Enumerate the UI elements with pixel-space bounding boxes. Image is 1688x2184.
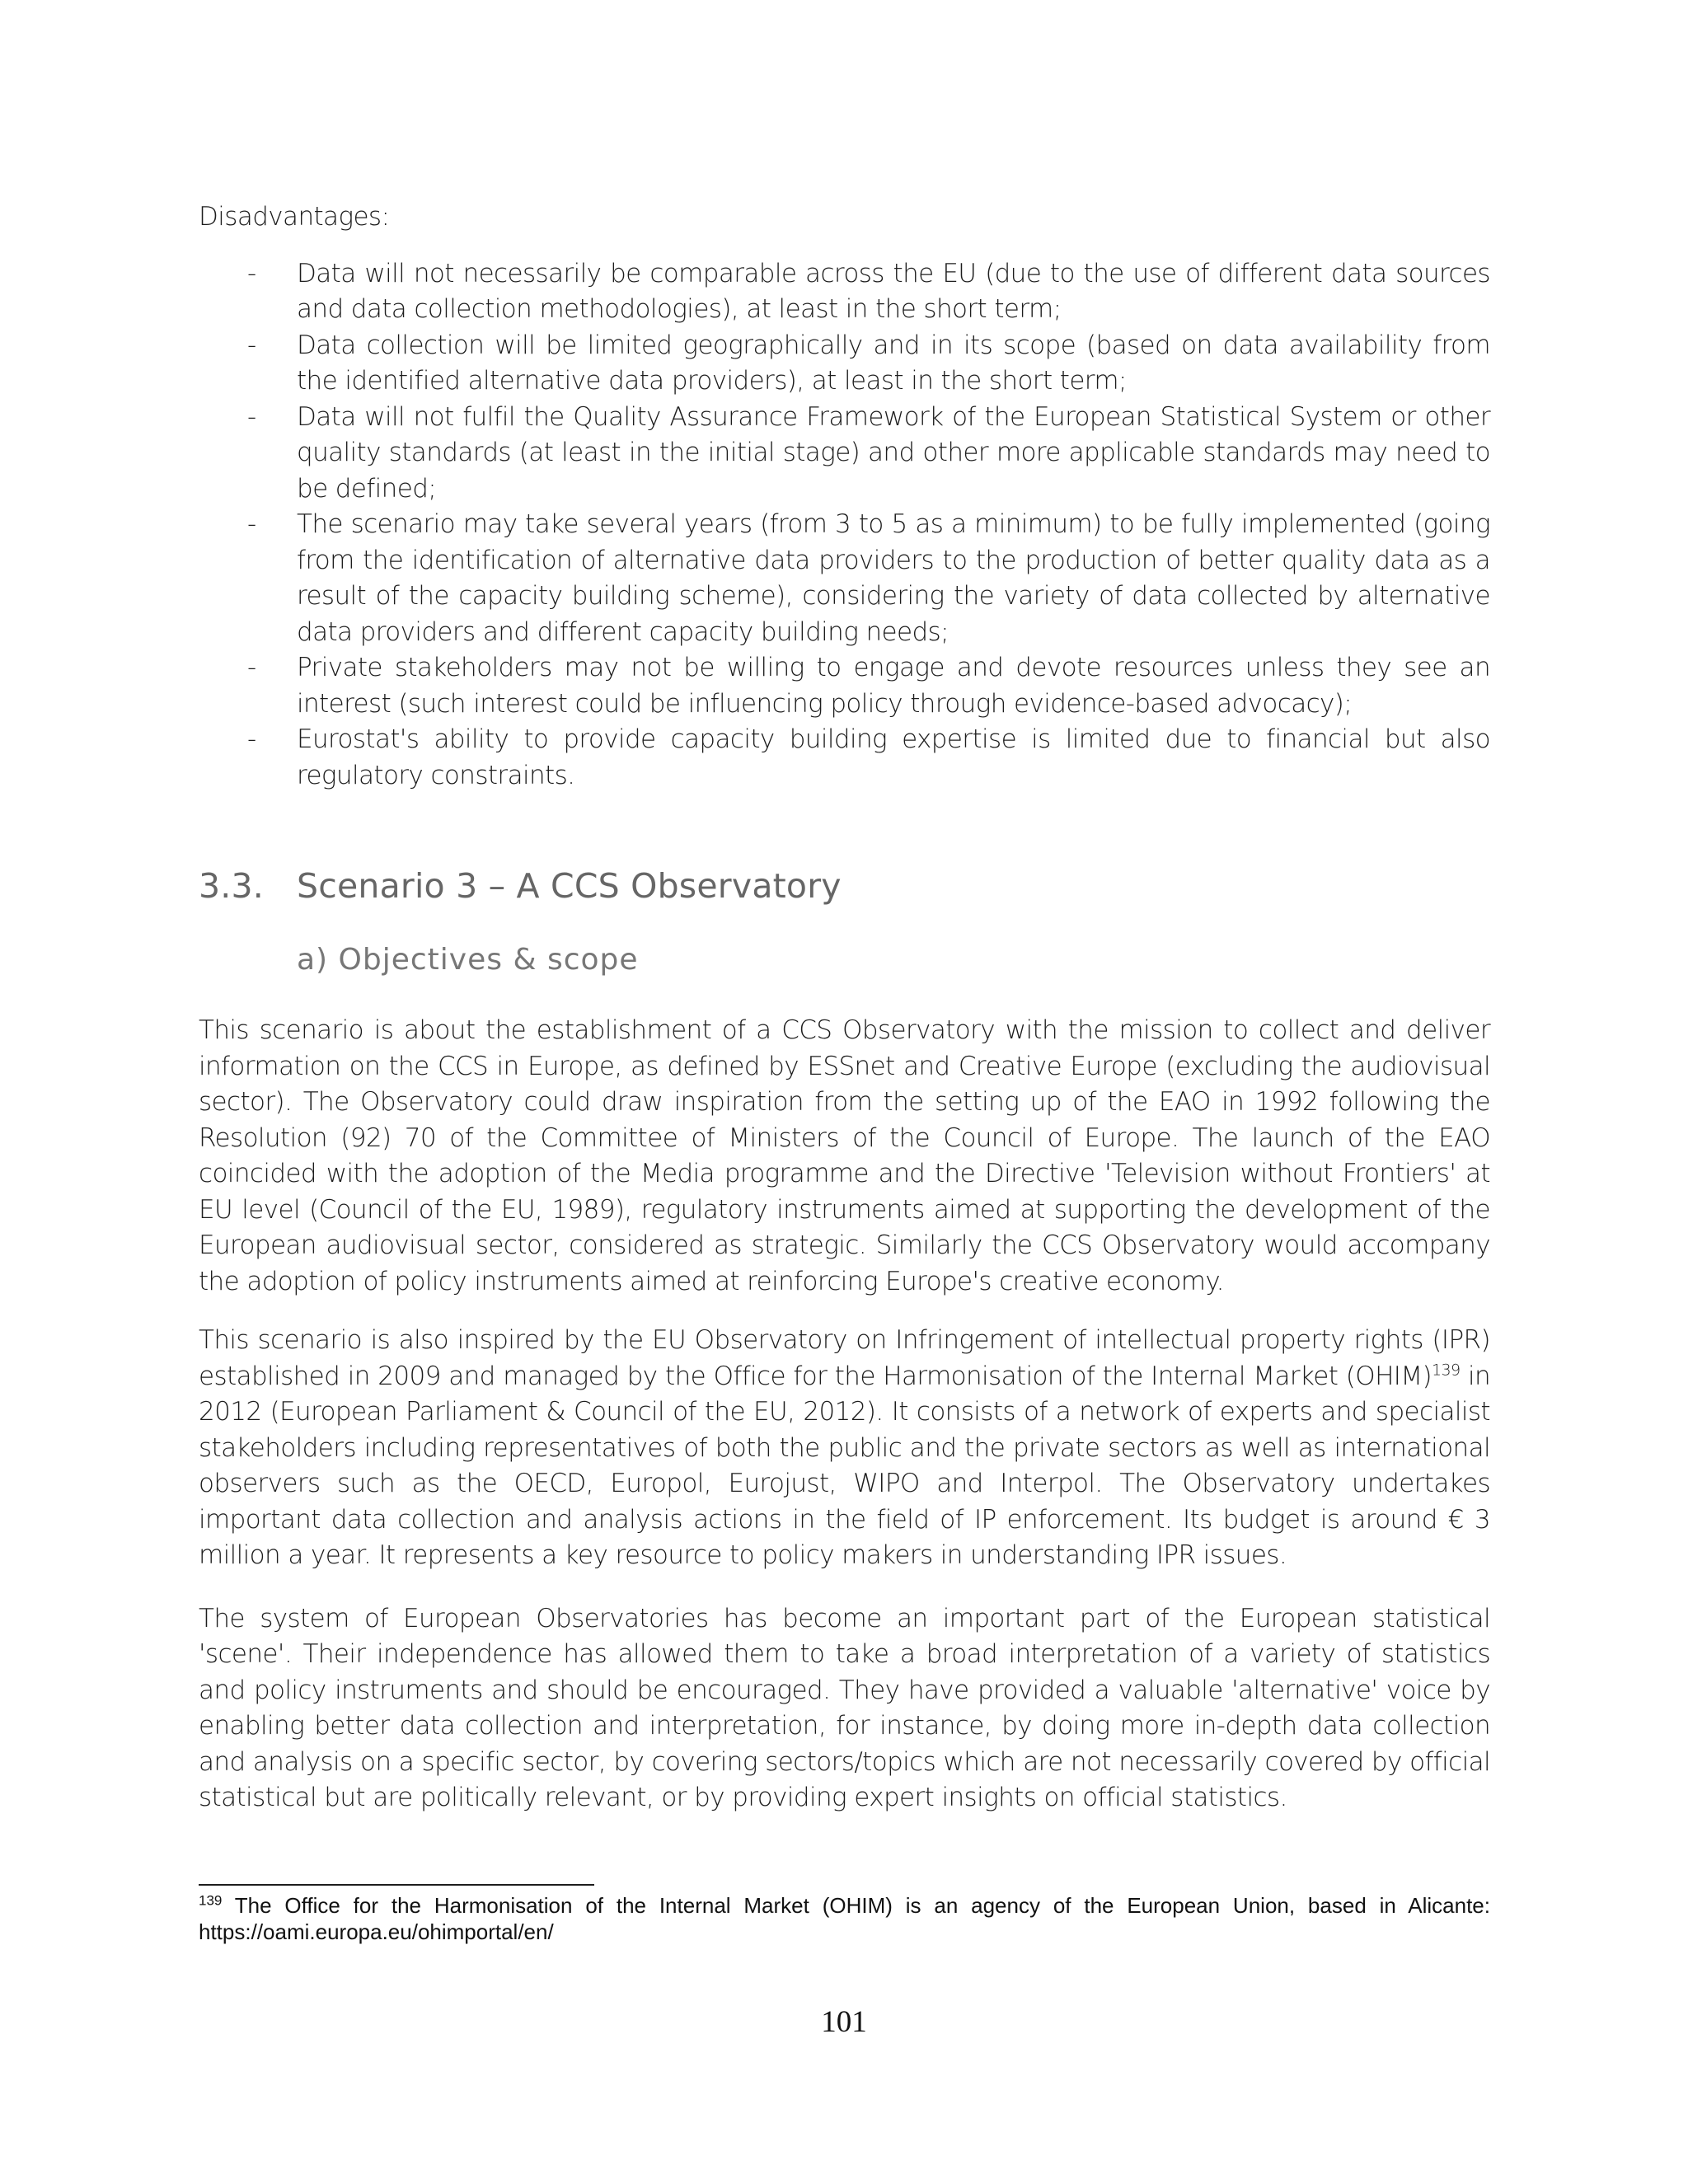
paragraph-text: This scenario is also inspired by the EU Observatory on Infringement of intellectual property rights (IPR) established in 2009 and managed by the Office for the Harmonisation of the Internal Market (OHIM) bbox=[199, 1325, 1490, 1391]
footnote-number: 139 bbox=[199, 1892, 223, 1909]
list-item bbox=[199, 722, 1490, 794]
list-item-text: Eurostat's ability to provide capacity building expertise is limited due to financial but also regulatory constraints. bbox=[297, 724, 1490, 790]
section-number: 3.3. bbox=[199, 866, 265, 906]
list-item bbox=[199, 328, 1490, 400]
paragraph-ipr-observatory bbox=[199, 1323, 1490, 1574]
list-item bbox=[199, 507, 1490, 650]
bullet-dash: - bbox=[247, 724, 256, 754]
bullet-dash: - bbox=[247, 401, 256, 432]
list-item-text: Data collection will be limited geographically and in its scope (based on data availability from the identified alternative data providers), at least in the short term; bbox=[297, 330, 1490, 396]
bullet-dash: - bbox=[247, 330, 256, 360]
bullet-dash: - bbox=[247, 258, 256, 288]
bullet-dash: - bbox=[247, 509, 256, 539]
disadvantages-list bbox=[199, 256, 1490, 794]
list-item bbox=[199, 650, 1490, 722]
paragraph-text: in 2012 (European Parliament & Council of the EU, 2012). It consists of a network of experts and specialist stakeholders including representatives of both the public and the private sectors as well as international observers such as the OECD, Europol, Eurojust, WIPO and Interpol. The Observatory undertakes important data collection and analysis actions in the field of IP enforcement. Its budget is around € 3 million a year. It represents a key resource to policy makers in understanding IPR issues. bbox=[199, 1361, 1490, 1570]
subsection-heading: a) Objectives & scope bbox=[297, 943, 639, 977]
list-item-text: Private stakeholders may not be willing to engage and devote resources unless they see an interest (such interest could be influencing policy through evidence-based advocacy); bbox=[297, 653, 1490, 719]
page-number: 101 bbox=[821, 2005, 867, 2039]
main-content bbox=[199, 199, 1490, 1816]
list-item bbox=[199, 400, 1490, 508]
list-item-text: The scenario may take several years (from 3 to 5 as a minimum) to be fully implemented (going from the identification of alternative data providers to the production of better quality data as a result of the capacity building scheme), considering the variety of data collected by alternative data providers and different capacity building needs; bbox=[297, 509, 1490, 647]
section-title: Scenario 3 – A CCS Observatory bbox=[297, 866, 842, 906]
list-item-text: Data will not fulfil the Quality Assurance Framework of the European Statistical System or other quality standards (at least in the initial stage) and other more applicable standards may need to be defined; bbox=[297, 401, 1490, 504]
list-item bbox=[199, 256, 1490, 328]
footnote-text: The Office for the Harmonisation of the Internal Market (OHIM) is an agency of the European Union, based in Alicante: https://oami.europa.eu/ohimportal/en/ bbox=[199, 1893, 1490, 1944]
paragraph-observatory-intro: This scenario is about the establishment of a CCS Observatory with the mission to collect and deliver information on the CCS in Europe, as defined by ESSnet and Creative Europe (excluding the audiovisual sector). The Observatory could draw inspiration from the setting up of the EAO in 1992 following the Resolution (92) 70 of the Committee of Ministers of the Council of Europe. The launch of the EAO coincided with the adoption of the Media programme and the Directive 'Television without Frontiers' at EU level (Council of the EU, 1989), regulatory instruments aimed at supporting the development of the European audiovisual sector, considered as strategic. Similarly the CCS Observatory would accompany the adoption of policy instruments aimed at reinforcing Europe's creative economy. bbox=[199, 1015, 1490, 1296]
paragraph-european-observatories: The system of European Observatories has become an important part of the European statistical 'scene'. Their independence has allowed them to take a broad interpretation of a variety of statistics and policy instruments and should be encouraged. They have provided a valuable 'alternative' voice by enabling better data collection and interpretation, for instance, by doing more in-depth data collection and analysis on a specific sector, by covering sectors/topics which are not necessarily covered by official statistical but are politically relevant, or by providing expert insights on official statistics. bbox=[199, 1603, 1490, 1812]
footnote-divider bbox=[199, 1884, 594, 1886]
section-heading bbox=[199, 861, 1490, 911]
footnote-reference[interactable]: 139 bbox=[1431, 1361, 1461, 1380]
disadvantages-label: Disadvantages: bbox=[199, 202, 390, 232]
bullet-dash: - bbox=[247, 653, 256, 682]
list-item-text: Data will not necessarily be comparable across the EU (due to the use of different data sources and data collection methodologies), at least in the short term; bbox=[297, 258, 1490, 324]
footnote bbox=[199, 1892, 1490, 1945]
